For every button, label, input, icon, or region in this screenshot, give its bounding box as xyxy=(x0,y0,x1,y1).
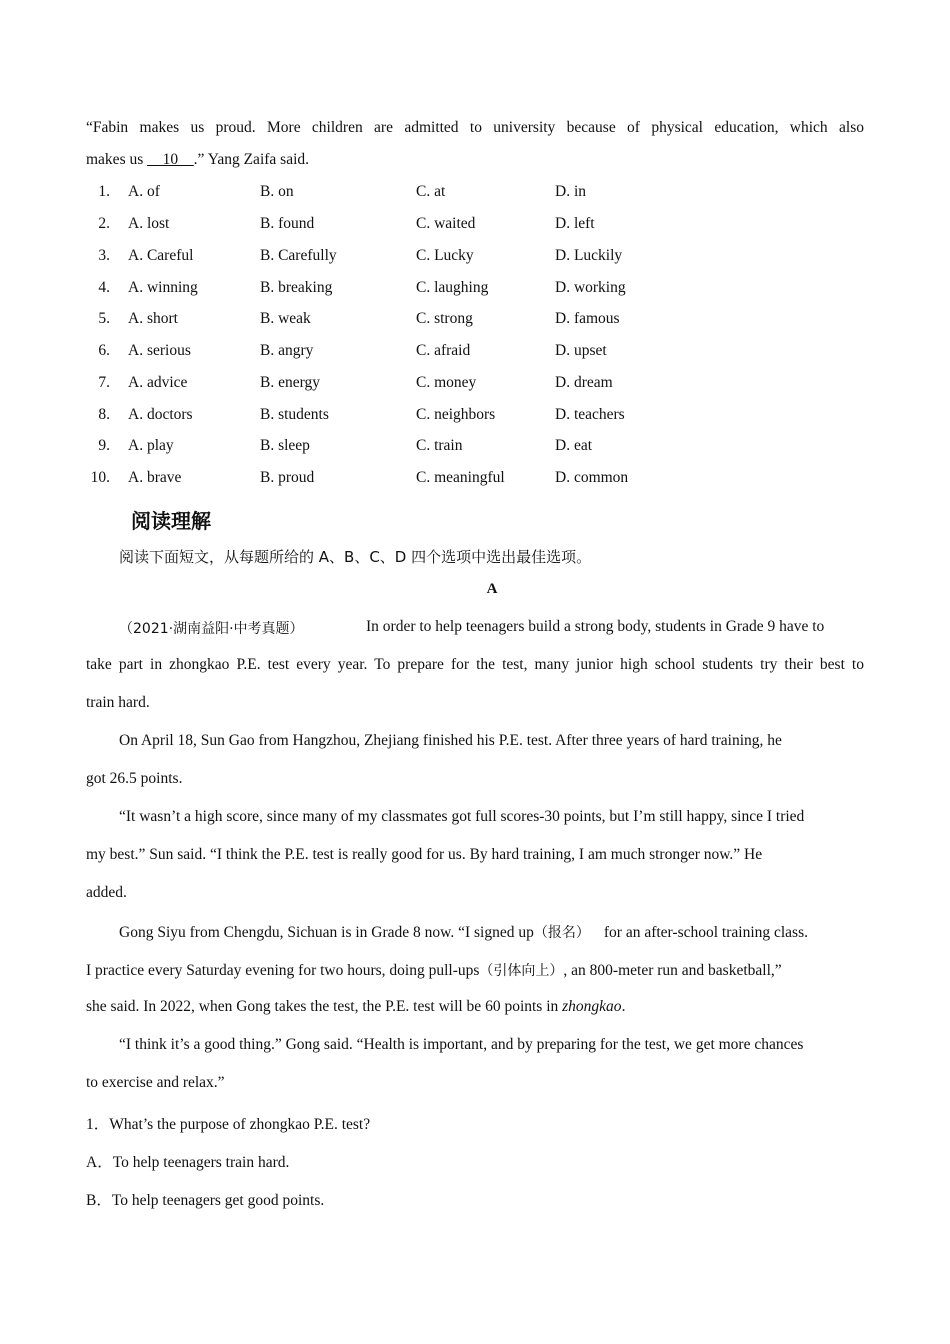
p4-line-1-cjk: （报名） xyxy=(533,925,590,941)
option-d: D. in xyxy=(555,183,586,200)
option-a: A. short xyxy=(128,310,178,327)
p2-line-1: On April 18, Sun Gao from Hangzhou, Zhejiang finished his P.E. test. After three years of hard training, he xyxy=(119,732,782,749)
p4-line-1-a: Gong Siyu from Chengdu, Sichuan is in Grade 8 now. “I signed up xyxy=(119,924,534,941)
option-c: C. laughing xyxy=(416,279,489,296)
option-c: C. afraid xyxy=(416,342,471,359)
p5-line-2: to exercise and relax.” xyxy=(86,1074,225,1091)
option-row xyxy=(86,374,686,398)
option-b: B. proud xyxy=(260,469,315,486)
option-c: C. money xyxy=(416,374,477,391)
intro-line-1: “Fabin makes us proud. More children are admitted to university because of physical education, which also xyxy=(86,119,864,136)
section-heading: 阅读理解 xyxy=(131,509,211,533)
option-c: C. Lucky xyxy=(416,247,474,264)
option-c: C. train xyxy=(416,437,463,454)
option-row xyxy=(86,406,686,430)
option-number: 6. xyxy=(98,342,110,359)
intro-line-2-post: .” Yang Zaifa said. xyxy=(193,151,310,168)
option-b: B. found xyxy=(260,215,315,232)
p5-line-1: “I think it’s a good thing.” Gong said. “Health is important, and by preparing for the test, we get more chances xyxy=(119,1036,804,1053)
option-d: D. famous xyxy=(555,310,620,327)
option-row xyxy=(86,215,686,239)
p4-line-1-b: for an after-school training class. xyxy=(603,924,809,941)
p1-line-1: In order to help teenagers build a strong body, students in Grade 9 have to xyxy=(366,618,825,635)
option-b: B. breaking xyxy=(260,279,333,296)
option-d: D. working xyxy=(555,279,626,296)
option-number: 4. xyxy=(98,279,110,296)
p4-line-3 xyxy=(86,998,625,1016)
option-c: C. waited xyxy=(416,215,476,232)
answer-b[interactable]: B．To help teenagers get good points. xyxy=(86,1192,325,1209)
p4-line-1 xyxy=(119,922,808,942)
p4-line-2-a: I practice every Saturday evening for two hours, doing pull-ups xyxy=(86,962,480,979)
option-c: C. at xyxy=(416,183,446,200)
option-row xyxy=(86,437,686,461)
option-d: D. teachers xyxy=(555,406,625,423)
option-d: D. common xyxy=(555,469,629,486)
p4-line-2-b: , an 800-meter run and basketball,” xyxy=(563,962,782,979)
option-b: B. weak xyxy=(260,310,311,327)
blank-10: __10__ xyxy=(147,151,194,168)
option-row xyxy=(86,279,686,303)
option-a: A. advice xyxy=(128,374,188,391)
option-c: C. neighbors xyxy=(416,406,496,423)
p3-line-2: my best.” Sun said. “I think the P.E. test is really good for us. By hard training, I am much stronger now.” He xyxy=(86,846,763,863)
option-number: 1. xyxy=(98,183,110,200)
option-a: A. lost xyxy=(128,215,170,232)
p2-line-2: got 26.5 points. xyxy=(86,770,183,787)
p4-line-2-cjk: （引体向上） xyxy=(479,963,564,979)
p4-line-3-a: she said. In 2022, when Gong takes the test, the P.E. test will be 60 points in xyxy=(86,998,563,1015)
option-b: B. sleep xyxy=(260,437,310,454)
option-row xyxy=(86,247,686,271)
option-number: 7. xyxy=(98,374,110,391)
option-b: B. angry xyxy=(260,342,314,359)
option-a: A. of xyxy=(128,183,160,200)
p1-line-2: take part in zhongkao P.E. test every year. To prepare for the test, many junior high school students try their best to xyxy=(86,656,864,673)
intro-line-2-pre: makes us xyxy=(86,151,148,168)
passage-label: A xyxy=(486,581,498,597)
option-a: A. play xyxy=(128,437,174,454)
intro-line-2 xyxy=(86,151,309,169)
option-a: A. serious xyxy=(128,342,191,359)
option-number: 8. xyxy=(98,406,110,423)
option-b: B. energy xyxy=(260,374,320,391)
option-c: C. strong xyxy=(416,310,473,327)
p3-line-3: added. xyxy=(86,884,127,901)
p4-line-3-italic: zhongkao xyxy=(562,998,622,1015)
option-d: D. upset xyxy=(555,342,607,359)
option-d: D. dream xyxy=(555,374,613,391)
p1-line-3: train hard. xyxy=(86,694,150,711)
option-number: 9. xyxy=(98,437,110,454)
source-text: （2021·湖南益阳·中考真题） xyxy=(119,621,304,637)
source-tag xyxy=(119,618,304,638)
option-row xyxy=(86,183,686,207)
option-row xyxy=(86,469,686,493)
option-d: D. Luckily xyxy=(555,247,623,264)
option-number: 3. xyxy=(98,247,110,264)
option-d: D. eat xyxy=(555,437,593,454)
option-b: B. Carefully xyxy=(260,247,337,264)
option-number: 5. xyxy=(98,310,110,327)
option-a: A. brave xyxy=(128,469,182,486)
option-a: A. winning xyxy=(128,279,198,296)
option-c: C. meaningful xyxy=(416,469,505,486)
question-1: 1．What’s the purpose of zhongkao P.E. test? xyxy=(86,1116,371,1133)
option-number: 2. xyxy=(98,215,110,232)
option-row xyxy=(86,342,686,366)
option-d: D. left xyxy=(555,215,595,232)
option-b: B. students xyxy=(260,406,329,423)
answer-a[interactable]: A．To help teenagers train hard. xyxy=(86,1154,290,1171)
p4-line-3-b: . xyxy=(621,998,626,1015)
option-number: 10. xyxy=(90,469,110,486)
option-a: A. doctors xyxy=(128,406,193,423)
p4-line-2 xyxy=(86,960,782,980)
option-b: B. on xyxy=(260,183,294,200)
p3-line-1: “It wasn’t a high score, since many of my classmates got full scores-30 points, but I’m still happy, since I tried xyxy=(119,808,805,825)
option-a: A. Careful xyxy=(128,247,194,264)
instruction-text: 阅读下面短文，从每题所给的 A、B、C、D 四个选项中选出最佳选项。 xyxy=(119,548,592,566)
option-row xyxy=(86,310,686,334)
